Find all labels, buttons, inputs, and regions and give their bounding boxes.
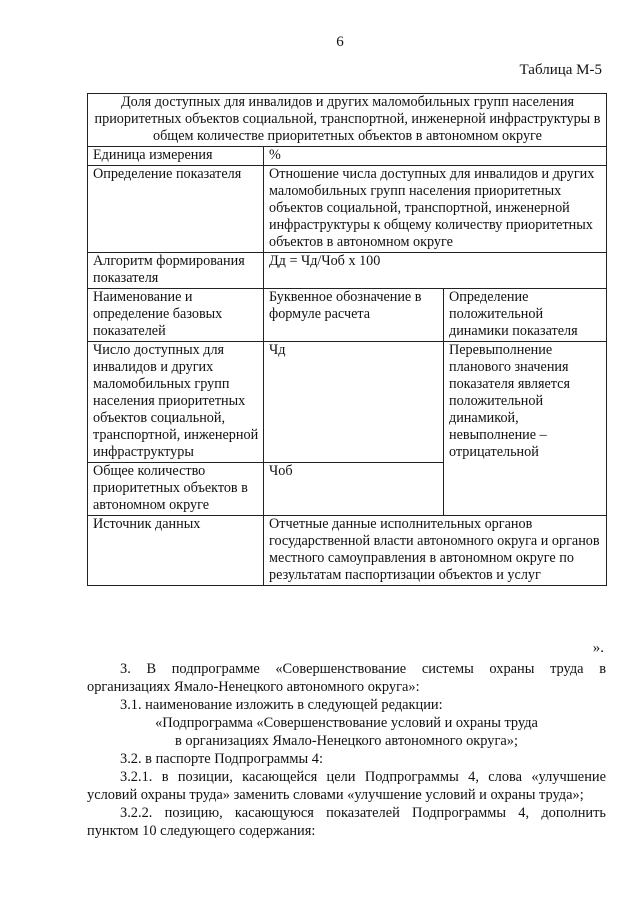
table-row xyxy=(88,253,607,289)
quoted-title-line: в организациях Ямало-Ненецкого автономного округа»; xyxy=(175,733,518,749)
base-indicator-symbol: Чд xyxy=(264,342,444,463)
base-indicator-symbol: Чоб xyxy=(264,463,444,516)
table-row xyxy=(88,516,607,586)
quoted-title-line: «Подпрограмма «Совершенствование условий и охраны труда xyxy=(155,715,538,731)
source-label: Источник данных xyxy=(88,516,264,586)
paragraph: 3.2. в паспорте Подпрограммы 4: xyxy=(120,751,323,767)
paragraph: 3. В подпрограмме «Совершенствование системы охраны труда в организациях Ямало-Ненецкого автономного округа»: xyxy=(87,661,606,695)
table-row xyxy=(88,342,607,463)
column-header-symbol: Буквенное обозначение в формуле расчета xyxy=(264,289,444,342)
unit-value: % xyxy=(264,147,607,166)
table-row xyxy=(88,147,607,166)
base-indicator-name: Общее количество приоритетных объектов в автономном округе xyxy=(88,463,264,516)
algorithm-label: Алгоритм формирования показателя xyxy=(88,253,264,289)
paragraph: 3.2.2. позицию, касающуюся показателей Подпрограммы 4, дополнить пунктом 10 следующего содержания: xyxy=(87,805,606,839)
definition-label: Определение показателя xyxy=(88,166,264,253)
amendment-text xyxy=(87,660,606,840)
page-number: 6 xyxy=(336,34,344,50)
table-header-row xyxy=(88,289,607,342)
column-header-dynamics: Определение положительной динамики показателя xyxy=(444,289,607,342)
paragraph: 3.2.1. в позиции, касающейся цели Подпрограммы 4, слова «улучшение условий охраны труда» заменить словами «улучшение условий и охраны труда»; xyxy=(87,769,606,803)
table-row xyxy=(88,166,607,253)
unit-label: Единица измерения xyxy=(88,147,264,166)
dynamics-definition: Перевыполнение планового значения показателя является положительной динамикой, невыполнение – отрицательной xyxy=(444,342,607,516)
indicator-title: Доля доступных для инвалидов и других маломобильных групп населения приоритетных объектов социальной, транспортной, инженерной инфраструктуры в общем количестве приоритетных объектов в автономном округе xyxy=(88,94,607,147)
closing-quote: ». xyxy=(592,640,604,656)
base-indicator-name: Число доступных для инвалидов и других маломобильных групп населения приоритетных объектов социальной, транспортной, инженерной инфраструктуры xyxy=(88,342,264,463)
source-value: Отчетные данные исполнительных органов государственной власти автономного округа и органов местного самоуправления в автономном округе по результатам паспортизации объектов и услуг xyxy=(264,516,607,586)
table-title-row xyxy=(88,94,607,147)
algorithm-value: Дд = Чд/Чоб х 100 xyxy=(264,253,607,289)
indicator-table xyxy=(87,93,607,586)
column-header-name: Наименование и определение базовых показателей xyxy=(88,289,264,342)
definition-value: Отношение числа доступных для инвалидов и других маломобильных групп населения приоритетных объектов социальной, транспортной, инженерной инфраструктуры к общему количеству приоритетных объектов в автономном округе xyxy=(264,166,607,253)
table-caption: Таблица М-5 xyxy=(519,62,602,78)
paragraph: 3.1. наименование изложить в следующей редакции: xyxy=(120,697,443,713)
